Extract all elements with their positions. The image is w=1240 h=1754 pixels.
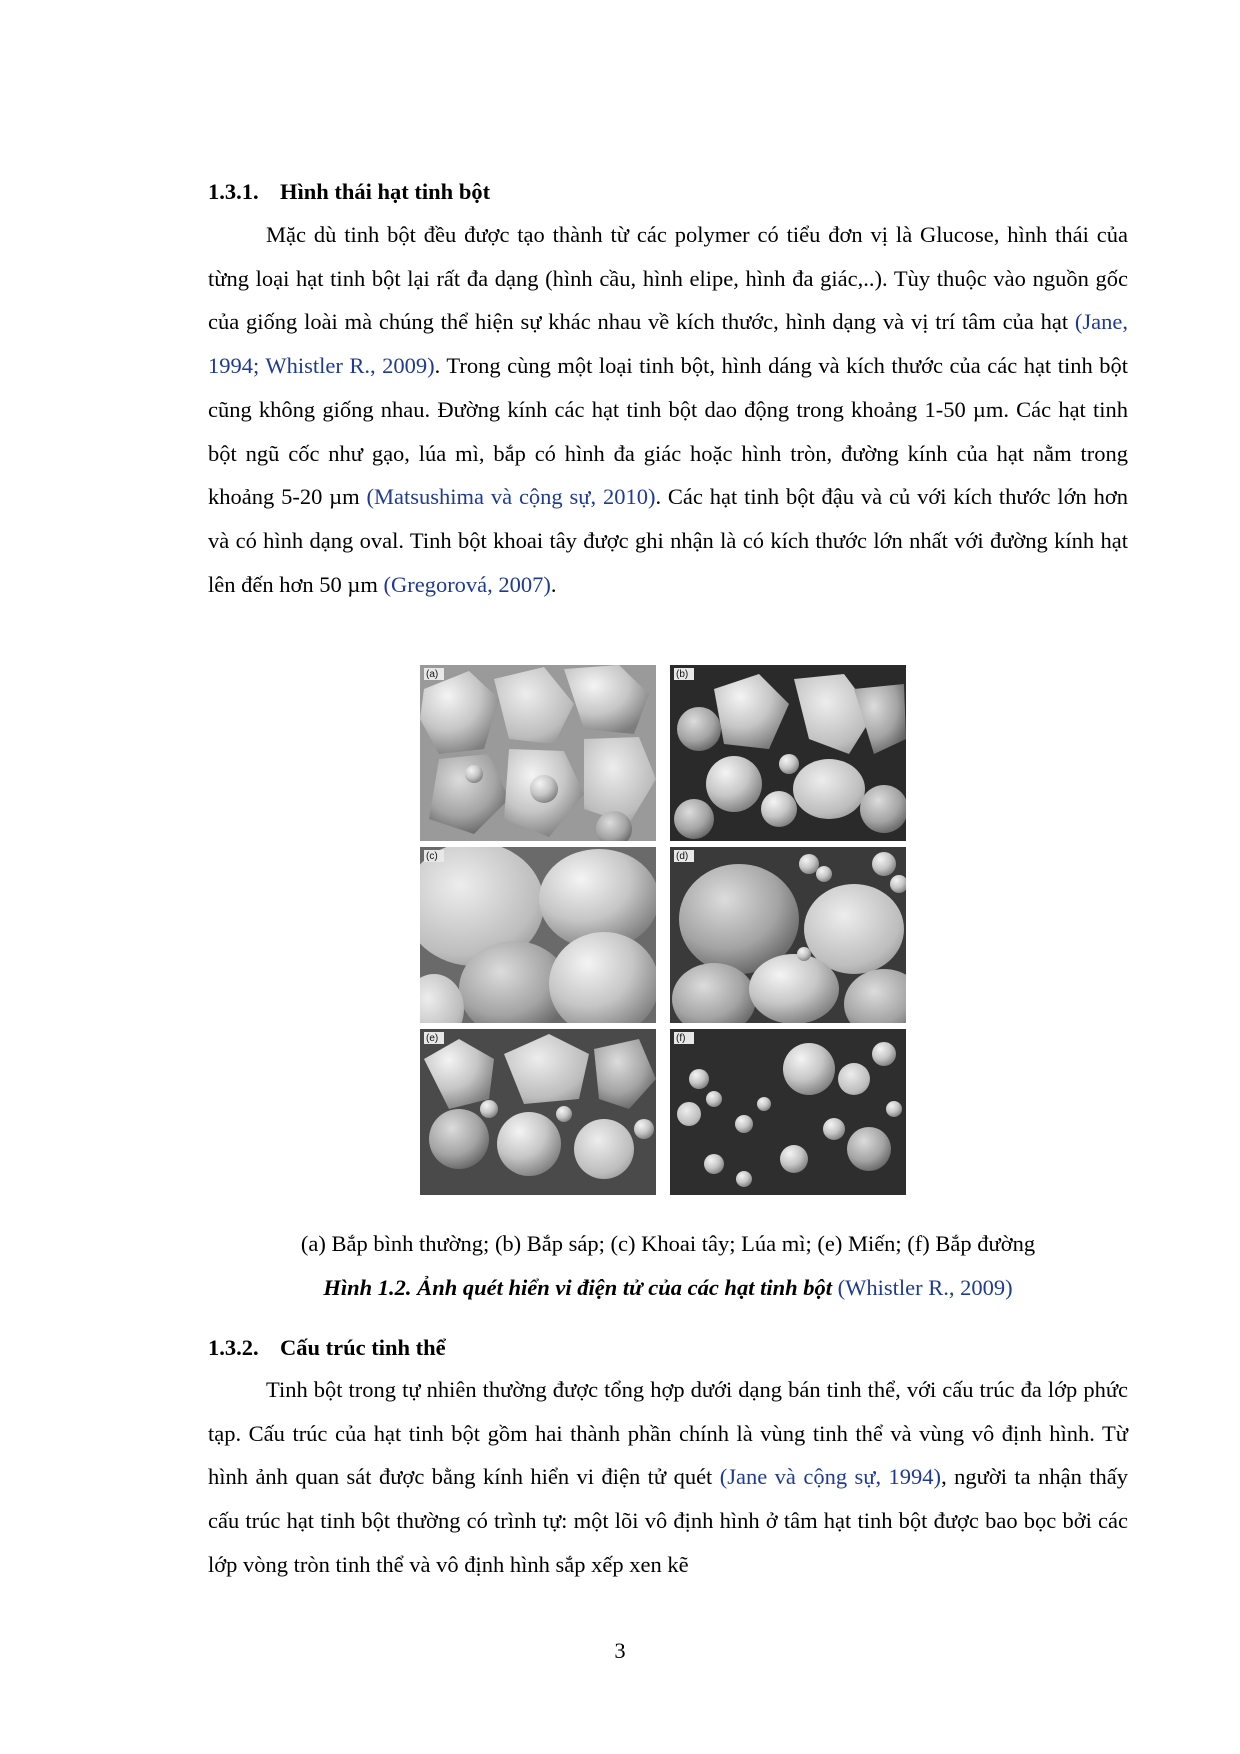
paragraph-text: . Trong cùng một loại tinh bột, hình dáng và kích thước của các hạt tinh bột cũng không giống nhau. Đường kính các hạt tinh bột dao động trong khoảng 1-50 µm. Các hạt tinh bột ngũ cốc như gạo, lúa mì, bắp có hình đa giác hoặc hình tròn, đường kính của hạt nằm trong khoảng 5-20 µm (208, 353, 1128, 510)
section-title: Cấu trúc tinh thể (280, 1335, 446, 1360)
figure-sub-caption: (a) Bắp bình thường; (b) Bắp sáp; (c) Khoai tây; Lúa mì; (e) Miến; (f) Bắp đường (300, 1231, 1036, 1256)
citation-link[interactable]: (Matsushima và cộng sự, 2010) (366, 484, 656, 510)
section-number: 1.3.1. (208, 179, 259, 204)
sem-panel-d (670, 847, 914, 1039)
section-heading-1-3-2 (208, 1333, 1128, 1363)
panel-label-e: (e) (426, 1033, 439, 1044)
citation-link[interactable]: (Gregorová, 2007) (383, 571, 551, 597)
panel-label-d: (d) (676, 851, 689, 862)
section-title: Hình thái hạt tinh bột (280, 179, 491, 204)
citation-link[interactable]: (Jane, 1994; Whistler R., 2009) (208, 309, 1128, 379)
panel-label-a: (a) (426, 669, 439, 680)
section-number: 1.3.2. (208, 1335, 259, 1360)
sem-panel-c (414, 842, 659, 1044)
paragraph-text: . (550, 571, 557, 597)
paragraph-text: , người ta nhận thấy cấu trúc hạt tinh bột thường có trình tự: một lõi vô định hình ở tâm hạt tinh bột được bao bọc bởi các lớp vòng tròn tinh thể và vô định hình sắp xếp xen kẽ (208, 1464, 1129, 1577)
sem-panel-b (670, 665, 908, 841)
sem-micrograph-grid (414, 659, 914, 1201)
paragraph-granule-morphology (208, 213, 1128, 606)
figure-caption (208, 1273, 1128, 1303)
citation-link[interactable]: (Whistler R., 2009) (837, 1275, 1013, 1300)
sem-figure (414, 659, 914, 1201)
citation-link[interactable]: (Jane và cộng sự, 1994) (719, 1464, 942, 1490)
sem-panel-f (670, 1029, 906, 1195)
figure-caption-title: Hình 1.2. Ảnh quét hiển vi điện tử của các hạt tinh bột (323, 1275, 832, 1300)
paragraph-text: Tinh bột trong tự nhiên thường được tổng hợp dưới dạng bán tinh thể, với cấu trúc đa lớp phức tạp. Cấu trúc của hạt tinh bột gồm hai thành phần chính là vùng tinh thể và vùng vô định hình. Từ hình ảnh quan sát được bằng kính hiển vi điện tử quét (208, 1377, 1128, 1490)
section-heading-1-3-1 (208, 177, 1128, 207)
page-number: 3 (614, 1638, 626, 1663)
panel-label-f: (f) (676, 1033, 686, 1044)
panel-label-b: (b) (676, 669, 689, 680)
sem-panel-e (420, 1029, 656, 1195)
sem-panel-a (420, 665, 656, 847)
paragraph-crystal-structure (208, 1368, 1128, 1587)
paragraph-text: . Các hạt tinh bột đậu và củ với kích thước lớn hơn và có hình dạng oval. Tinh bột khoai tây được ghi nhận là có kích thước lớn nhất với đường kính hạt lên đến hơn 50 µm (208, 484, 1128, 597)
paragraph-text: Mặc dù tinh bột đều được tạo thành từ các polymer có tiểu đơn vị là Glucose, hình thái của từng loại hạt tinh bột lại rất đa dạng (hình cầu, hình elipe, hình đa giác,..). Tùy thuộc vào nguồn gốc của giống loài mà chúng thể hiện sự khác nhau về kích thước, hình dạng và vị trí tâm của hạt (208, 222, 1128, 335)
panel-label-c: (c) (426, 851, 438, 862)
